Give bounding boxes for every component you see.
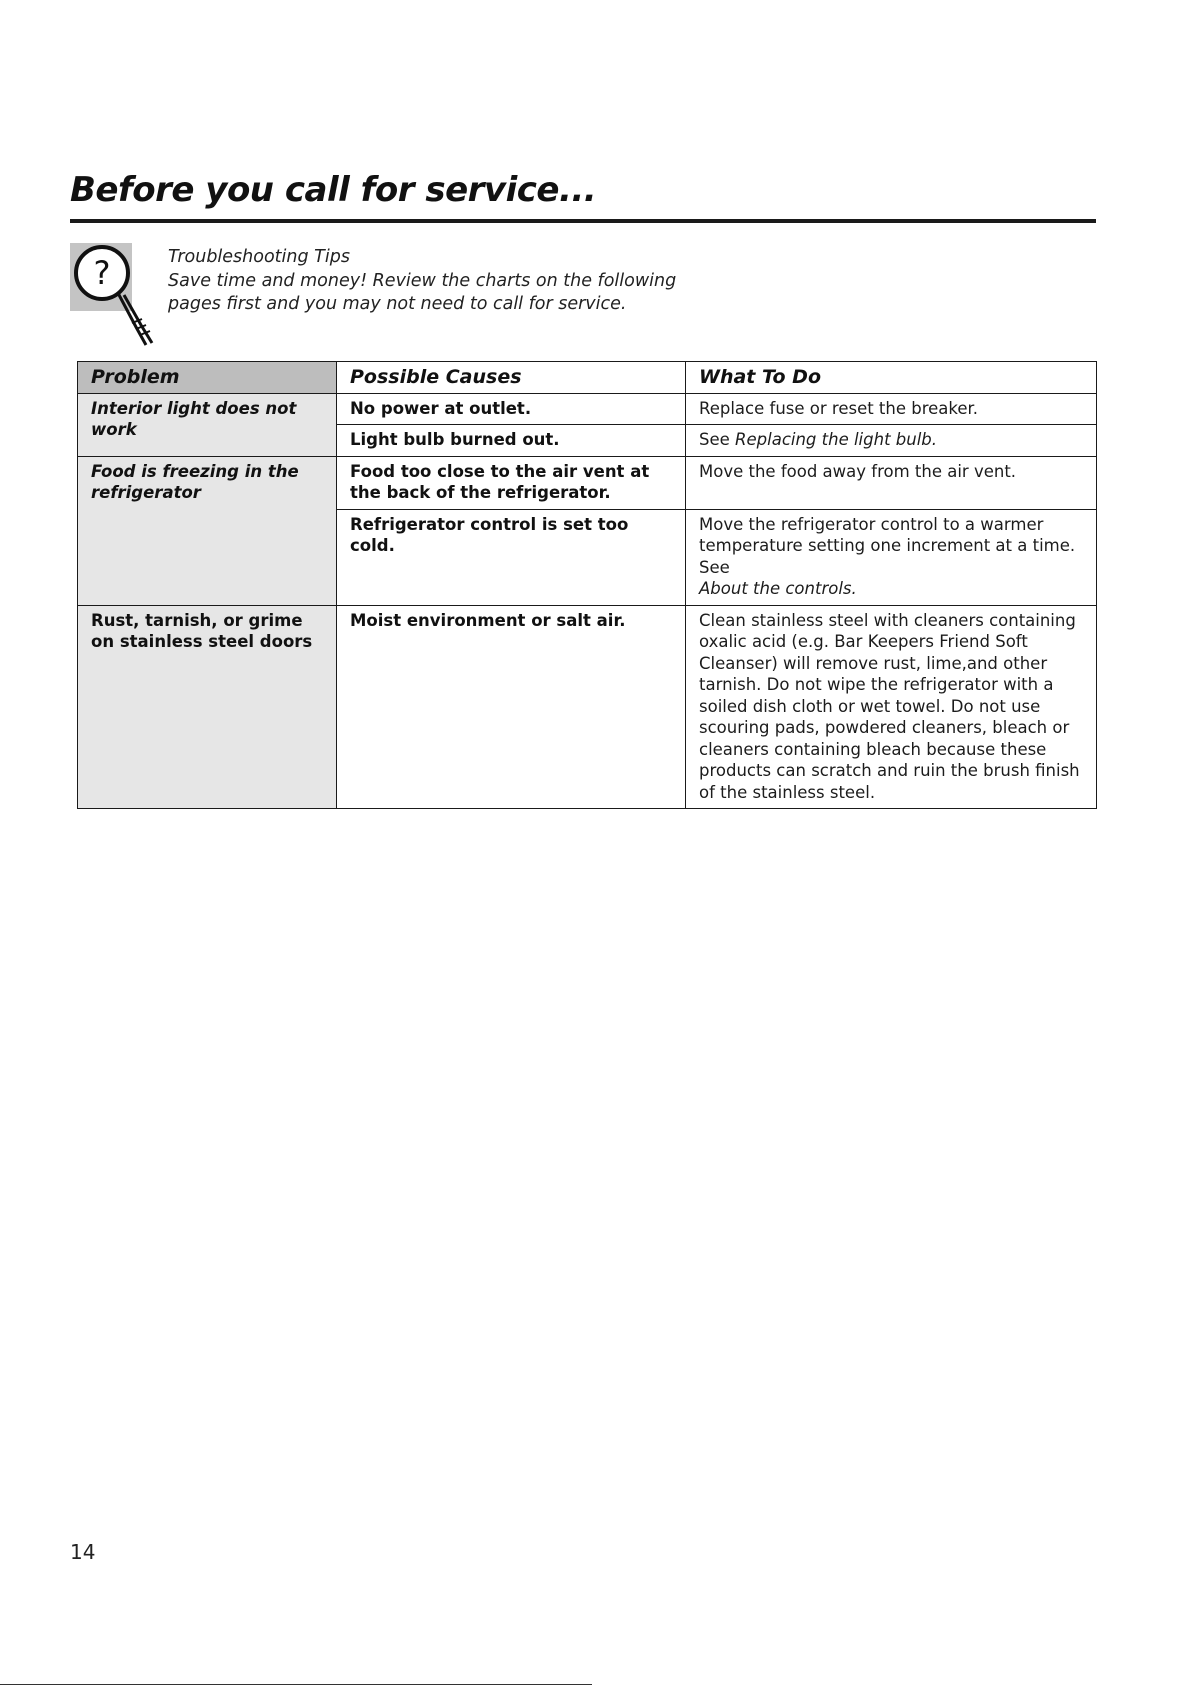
todo-cell [686,509,1097,605]
troubleshooting-tips [168,246,676,317]
cause-cell: Refrigerator control is set too cold. [337,509,686,605]
table-row [78,456,1097,509]
troubleshooting-table [77,361,1097,809]
header-problem: Problem [78,362,337,394]
question-magnifier-icon [70,243,160,348]
page-title: Before you call for service... [70,170,597,210]
table-header-row [78,362,1097,394]
problem-cell: Rust, tarnish, or grime on stainless steel doors [78,605,337,809]
header-possible-causes: Possible Causes [337,362,686,394]
title-rule [70,219,1096,223]
table-row [78,605,1097,809]
cause-cell: No power at outlet. [337,393,686,425]
todo-cell: Move the food away from the air vent. [686,456,1097,509]
todo-text: See [699,430,736,449]
todo-cell: Clean stainless steel with cleaners containing oxalic acid (e.g. Bar Keepers Friend Soft Cleanser) will remove rust, lime,and other tarnish. Do not wipe the refrigerator with a soiled dish cloth or wet towel. Do not use scouring pads, powdered cleaners, bleach or cleaners containing bleach because these products can scratch and ruin the brush finish of the stainless steel. [686,605,1097,809]
problem-cell: Interior light does not work [78,393,337,456]
todo-cell [686,425,1097,457]
cause-cell: Food too close to the air vent at the back of the refrigerator. [337,456,686,509]
todo-text: Move the refrigerator control to a warmer temperature setting one increment at a time. See [699,514,1076,577]
todo-cell: Replace fuse or reset the breaker. [686,393,1097,425]
cause-cell: Light bulb burned out. [337,425,686,457]
table-row [78,393,1097,425]
header-what-to-do: What To Do [686,362,1097,394]
svg-text:?: ? [93,254,111,292]
tips-line-1: Save time and money! Review the charts on the following [168,270,677,291]
tips-heading: Troubleshooting Tips [168,247,350,267]
todo-reference: Replacing the light bulb. [735,430,938,449]
problem-cell: Food is freezing in the refrigerator [78,456,337,605]
todo-reference: About the controls. [699,579,857,598]
tips-line-2: pages first and you may not need to call for service. [168,294,627,314]
cause-cell: Moist environment or salt air. [337,605,686,809]
page-number: 14 [70,1540,96,1564]
